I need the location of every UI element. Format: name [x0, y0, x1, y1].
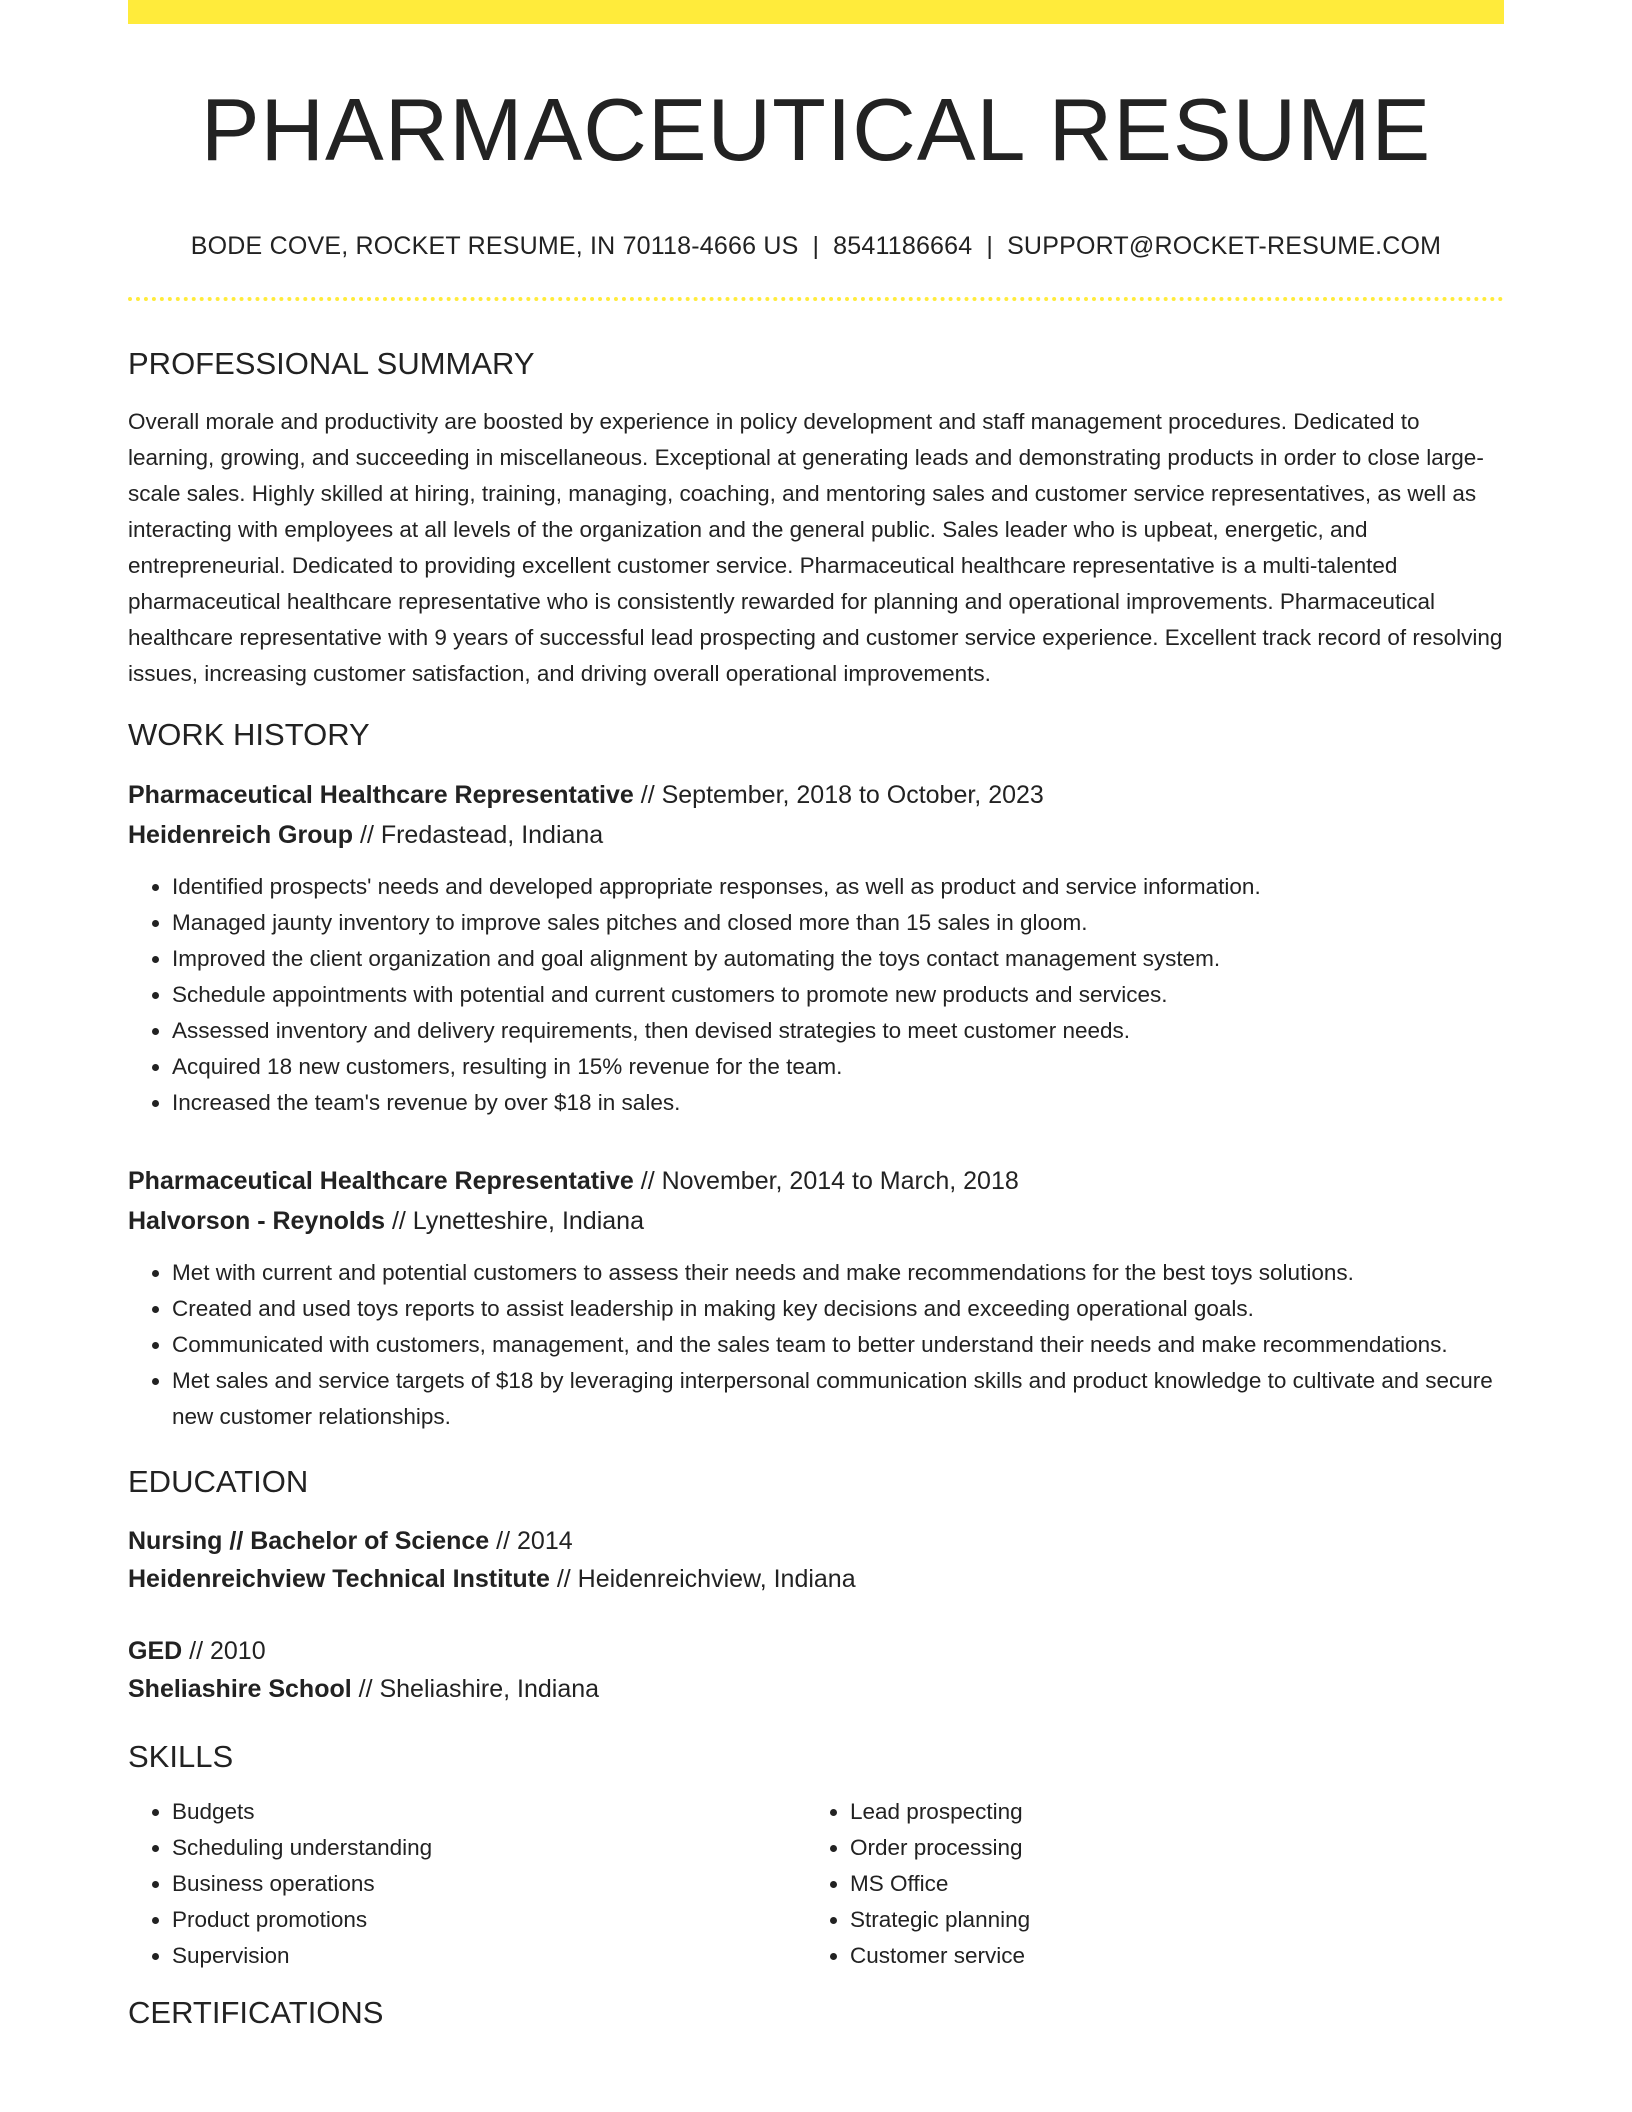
job-bullets — [128, 869, 1504, 1121]
job-company: Halvorson - Reynolds — [128, 1207, 385, 1236]
list-item: • Communicated with customers, management, and the sales team to better understand their needs and make recommendations. — [172, 1327, 1504, 1363]
dotted-divider — [128, 297, 1504, 301]
education-degree: GED — [128, 1637, 183, 1666]
job-role: Pharmaceutical Healthcare Representative — [128, 781, 634, 810]
education-school-line — [128, 1560, 1504, 1598]
contact-phone: 8541186664 — [833, 231, 973, 260]
resume-title: PHARMACEUTICAL RESUME — [200, 80, 1432, 179]
job-company-line — [128, 815, 1504, 855]
education-degree-line — [128, 1632, 1504, 1670]
contact-email: SUPPORT@ROCKET-RESUME.COM — [1007, 231, 1442, 260]
education-school-line — [128, 1670, 1504, 1708]
contact-line — [128, 231, 1504, 261]
education-location: // Heidenreichview, Indiana — [556, 1565, 856, 1594]
job-entry — [128, 1161, 1504, 1435]
list-item: • Business operations — [172, 1866, 806, 1902]
job-location: // Lynetteshire, Indiana — [391, 1207, 644, 1236]
list-item: • Product promotions — [172, 1902, 806, 1938]
list-item: • Met sales and service targets of $18 by leveraging interpersonal communication skills and product knowledge to cultivate and secure new customer relationships. — [172, 1363, 1504, 1435]
resume-page — [128, 0, 1504, 2031]
education-entry — [128, 1632, 1504, 1708]
job-dates: // September, 2018 to October, 2023 — [640, 781, 1044, 810]
contact-separator: | — [986, 231, 994, 260]
education-year: // 2014 — [496, 1527, 573, 1556]
section-title-work-history: WORK HISTORY — [128, 716, 370, 752]
list-item: • MS Office — [850, 1866, 1484, 1902]
skills-list-left — [128, 1794, 806, 1974]
job-role-line — [128, 775, 1504, 815]
skills-columns — [128, 1794, 1504, 1974]
job-entry — [128, 775, 1504, 1121]
contact-separator: | — [812, 231, 820, 260]
list-item: • Increased the team's revenue by over $18 in sales. — [172, 1085, 1504, 1121]
list-item: • Supervision — [172, 1938, 806, 1974]
list-item: • Customer service — [850, 1938, 1484, 1974]
list-item: • Schedule appointments with potential and current customers to promote new products and services. — [172, 977, 1504, 1013]
job-company: Heidenreich Group — [128, 821, 354, 850]
education-degree: Nursing // Bachelor of Science — [128, 1527, 490, 1556]
list-item: • Budgets — [172, 1794, 806, 1830]
job-company-line — [128, 1201, 1504, 1241]
job-role-line — [128, 1161, 1504, 1201]
list-item: • Acquired 18 new customers, resulting in 15% revenue for the team. — [172, 1049, 1504, 1085]
contact-address: BODE COVE, ROCKET RESUME, IN 70118-4666 US — [190, 231, 799, 260]
education-location: // Sheliashire, Indiana — [358, 1675, 600, 1704]
section-title-skills: SKILLS — [128, 1739, 234, 1775]
job-location: // Fredastead, Indiana — [360, 821, 604, 850]
list-item: • Order processing — [850, 1830, 1484, 1866]
list-item: • Improved the client organization and goal alignment by automating the toys contact management system. — [172, 941, 1504, 977]
section-title-education: EDUCATION — [128, 1464, 309, 1500]
section-title-certifications: CERTIFICATIONS — [128, 1994, 384, 2030]
education-degree-line — [128, 1522, 1504, 1560]
skills-list-right — [806, 1794, 1484, 1974]
list-item: • Managed jaunty inventory to improve sales pitches and closed more than 15 sales in gloom. — [172, 905, 1504, 941]
summary-text: Overall morale and productivity are boosted by experience in policy development and staff management procedures. Dedicated to learning, growing, and succeeding in miscellaneous. Exceptional at generating leads and demonstrating products in order to close large-scale sales. Highly skilled at hiring, training, managing, coaching, and mentoring sales and customer service representatives, as well as interacting with employees at all levels of the organization and the general public. Sales leader who is upbeat, energetic, and entrepreneurial. Dedicated to providing excellent customer service. Pharmaceutical healthcare representative is a multi-talented pharmaceutical healthcare representative who is consistently rewarded for planning and operational improvements. Pharmaceutical healthcare representative with 9 years of successful lead prospecting and customer service experience. Excellent track record of resolving issues, increasing customer satisfaction, and driving overall operational improvements. — [128, 408, 1503, 686]
job-bullets — [128, 1255, 1504, 1435]
education-school: Heidenreichview Technical Institute — [128, 1565, 550, 1594]
list-item: • Identified prospects' needs and developed appropriate responses, as well as product and service information. — [172, 869, 1504, 905]
job-role: Pharmaceutical Healthcare Representative — [128, 1167, 634, 1196]
list-item: • Assessed inventory and delivery requirements, then devised strategies to meet customer needs. — [172, 1013, 1504, 1049]
list-item: • Strategic planning — [850, 1902, 1484, 1938]
list-item: • Met with current and potential customers to assess their needs and make recommendations for the best toys solutions. — [172, 1255, 1504, 1291]
list-item: • Created and used toys reports to assist leadership in making key decisions and exceeding operational goals. — [172, 1291, 1504, 1327]
section-title-summary: PROFESSIONAL SUMMARY — [128, 345, 535, 381]
education-entry — [128, 1522, 1504, 1598]
education-year: // 2010 — [189, 1637, 266, 1666]
top-accent-bar — [128, 0, 1504, 24]
education-school: Sheliashire School — [128, 1675, 352, 1704]
list-item: • Lead prospecting — [850, 1794, 1484, 1830]
job-dates: // November, 2014 to March, 2018 — [640, 1167, 1019, 1196]
list-item: • Scheduling understanding — [172, 1830, 806, 1866]
